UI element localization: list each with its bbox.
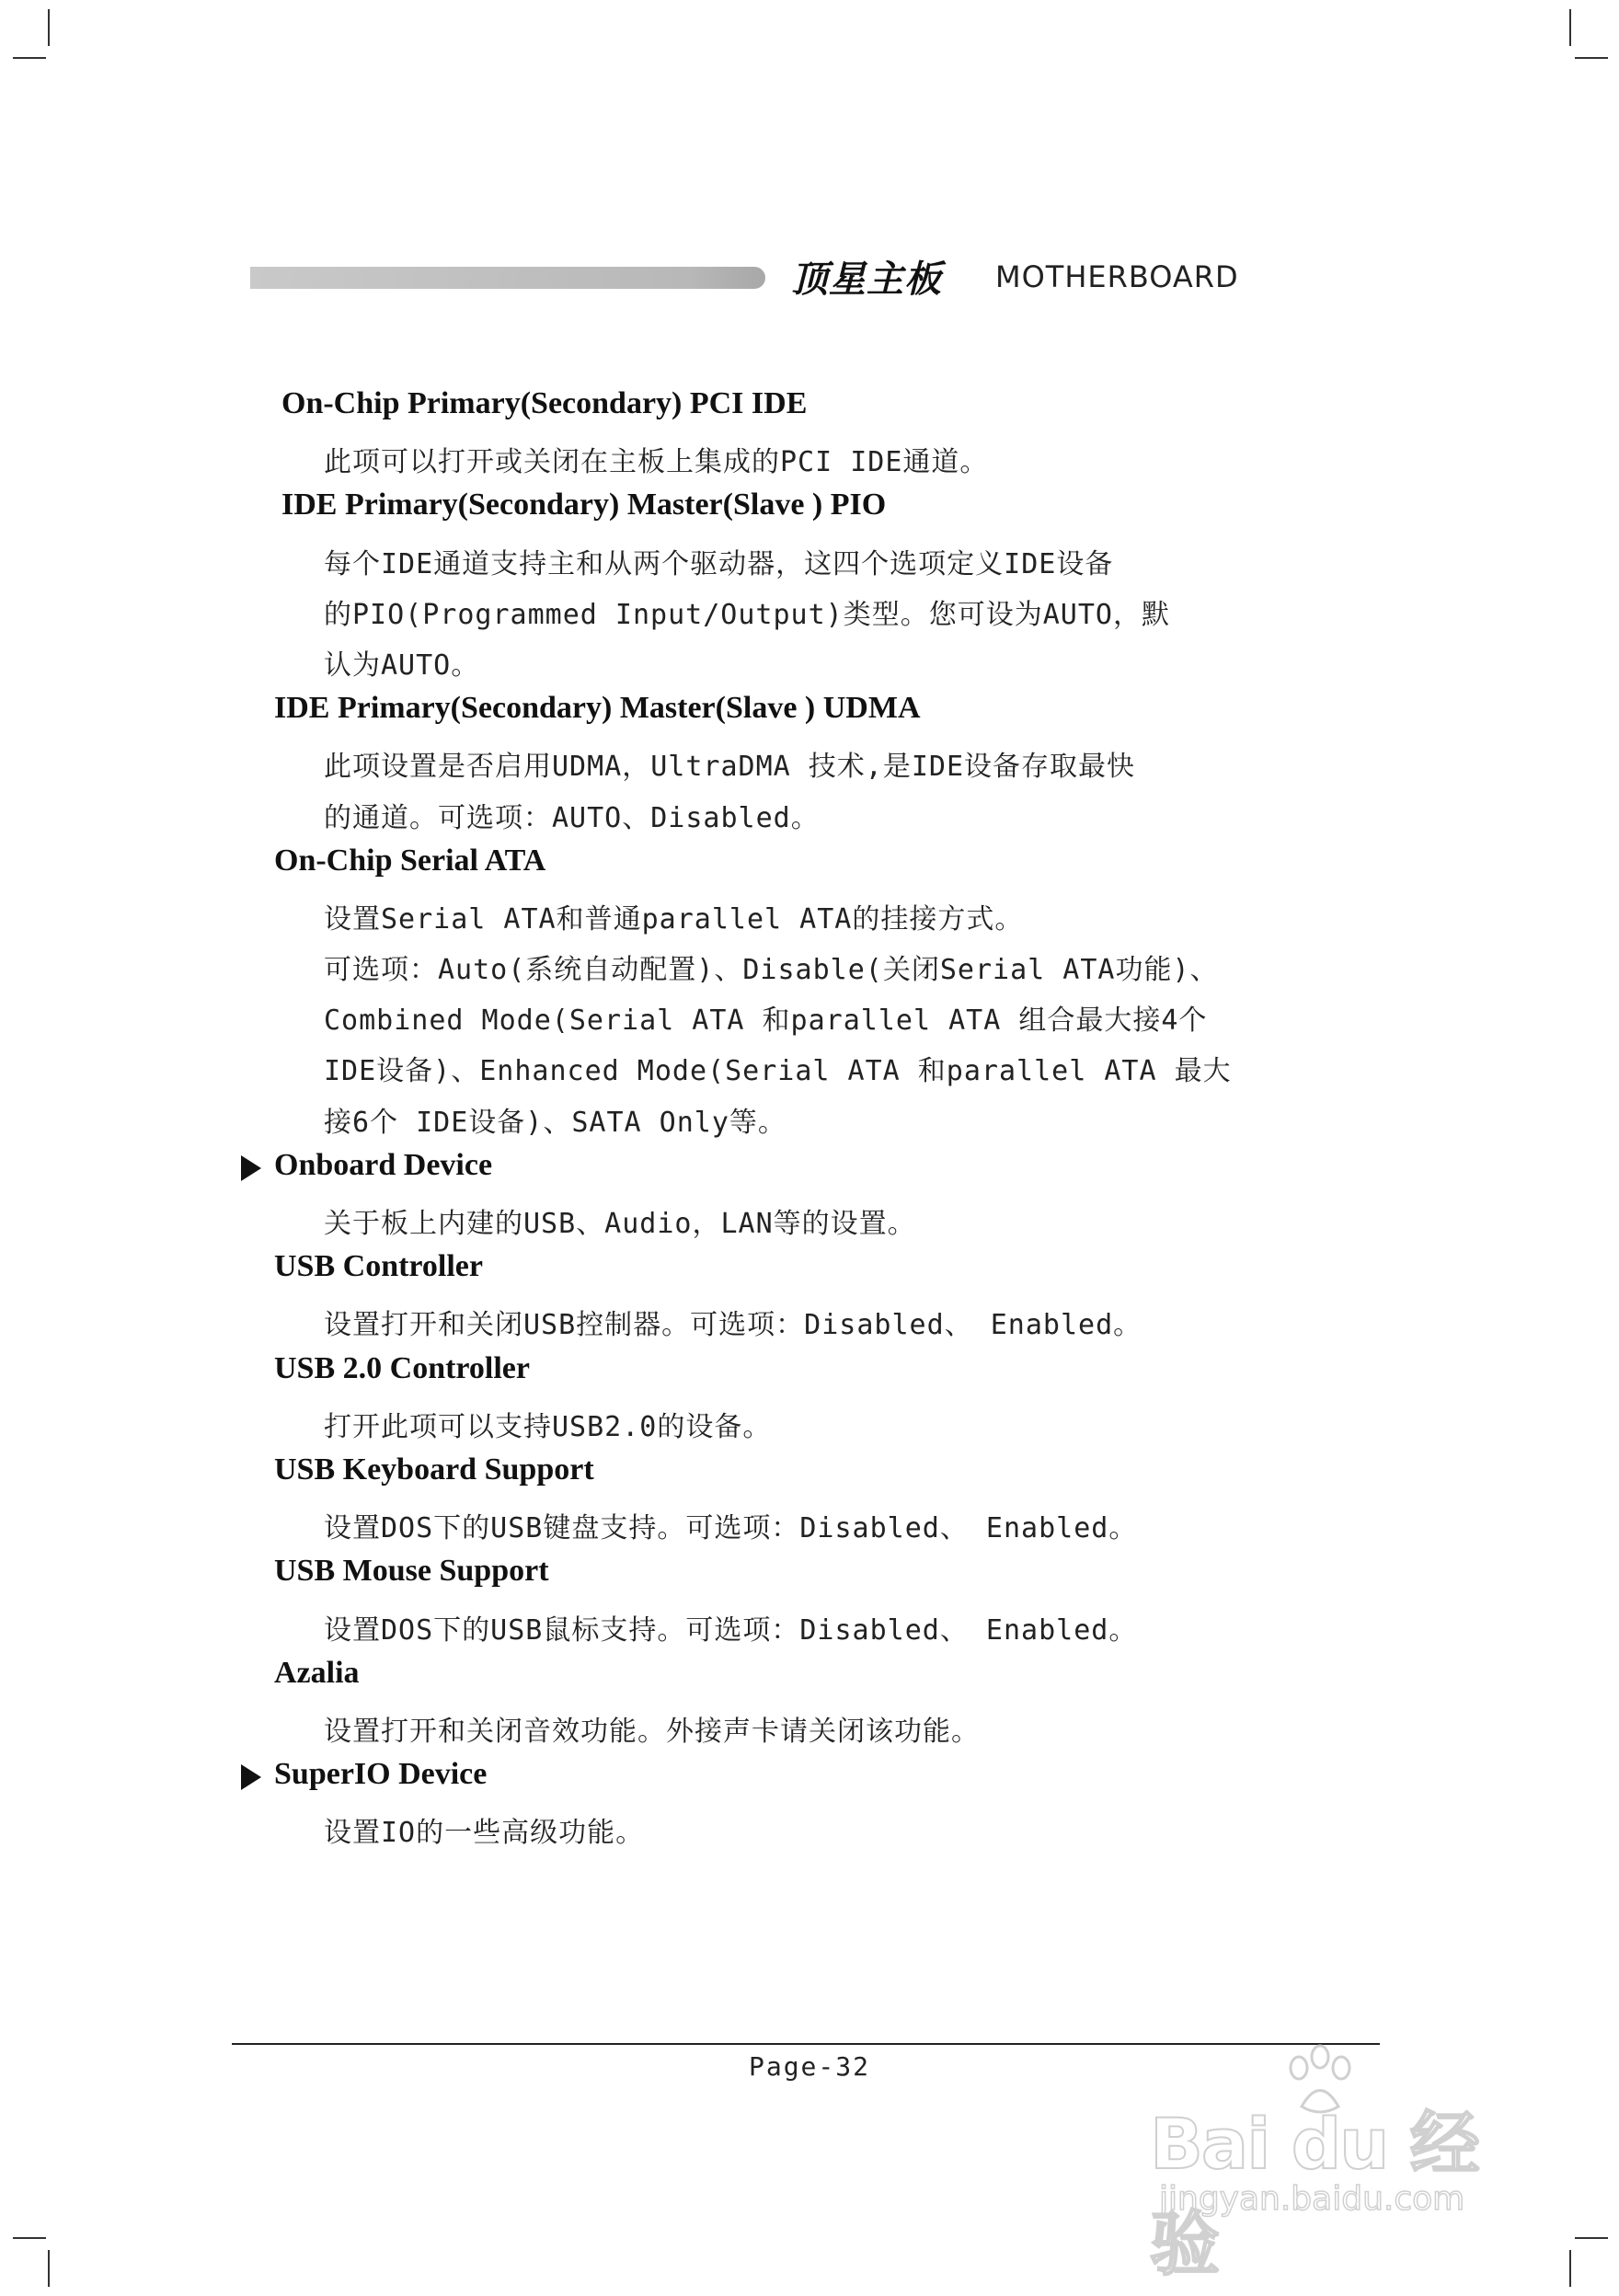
watermark-url: jingyan.baidu.com bbox=[1159, 2180, 1465, 2218]
crop-mark-top-left-h bbox=[13, 57, 46, 59]
description-row bbox=[0, 1395, 1619, 1445]
section-description: 此项设置是否启用UDMA，UltraDMA 技术,是IDE设备存取最快 bbox=[324, 751, 1136, 784]
section-heading-row bbox=[0, 1750, 1619, 1800]
description-row bbox=[0, 532, 1619, 582]
section-description: 设置打开和关闭USB控制器。可选项：Disabled、 Enabled。 bbox=[324, 1309, 1142, 1342]
section-heading-row bbox=[0, 379, 1619, 430]
triangle-bullet-icon bbox=[241, 1155, 261, 1181]
description-row bbox=[0, 1191, 1619, 1242]
section-description: 关于板上内建的USB、Audio，LAN等的设置。 bbox=[324, 1208, 916, 1240]
section-heading-row bbox=[0, 1546, 1619, 1597]
document-body bbox=[0, 379, 1619, 1851]
description-row bbox=[0, 887, 1619, 937]
section-description: 打开此项可以支持USB2.0的设备。 bbox=[324, 1410, 772, 1443]
section-description: 认为AUTO。 bbox=[324, 649, 480, 682]
crop-mark-top-left-v bbox=[48, 9, 50, 46]
section-heading-row bbox=[0, 1344, 1619, 1395]
section-heading-row bbox=[0, 836, 1619, 887]
crop-mark-top-right-v bbox=[1569, 9, 1571, 46]
section-heading: SuperIO Device bbox=[274, 1757, 488, 1792]
description-row bbox=[0, 430, 1619, 480]
description-row bbox=[0, 1090, 1619, 1141]
section-description: 设置Serial ATA和普通parallel ATA的挂接方式。 bbox=[324, 902, 1024, 936]
section-description: 每个IDE通道支持主和从两个驱动器，这四个选项定义IDE设备 bbox=[324, 547, 1114, 580]
description-row bbox=[0, 734, 1619, 785]
section-description: Combined Mode(Serial ATA 和parallel ATA 组合最大接4个 bbox=[324, 1004, 1208, 1038]
section-description: 设置IO的一些高级功能。 bbox=[324, 1817, 645, 1850]
section-heading-row bbox=[0, 1242, 1619, 1292]
description-row bbox=[0, 937, 1619, 988]
description-row bbox=[0, 1800, 1619, 1851]
section-heading-row bbox=[0, 1445, 1619, 1496]
baidu-watermark bbox=[1150, 2051, 1536, 2285]
section-description: 可选项：Auto(系统自动配置)、Disable(关闭Serial ATA功能)、 bbox=[324, 954, 1219, 987]
section-heading: Azalia bbox=[274, 1655, 360, 1690]
section-heading: USB Controller bbox=[274, 1249, 483, 1284]
page-number: Page-32 bbox=[748, 2051, 870, 2082]
description-row bbox=[0, 786, 1619, 836]
description-row bbox=[0, 1598, 1619, 1648]
section-description: 设置打开和关闭音效功能。外接声卡请关闭该功能。 bbox=[324, 1715, 980, 1748]
crop-mark-top-right-h bbox=[1575, 57, 1608, 59]
section-heading: On-Chip Primary(Secondary) PCI IDE bbox=[281, 386, 808, 420]
crop-mark-bottom-left-v bbox=[48, 2250, 50, 2287]
section-description: 此项可以打开或关闭在主板上集成的PCI IDE通道。 bbox=[324, 446, 989, 479]
header-bar bbox=[250, 267, 765, 289]
watermark-logo: Bai du 经验 bbox=[1150, 2103, 1478, 2285]
footer-divider bbox=[232, 2043, 1380, 2045]
section-description: 设置DOS下的USB鼠标支持。可选项：Disabled、 Enabled。 bbox=[324, 1613, 1138, 1647]
section-heading-row bbox=[0, 683, 1619, 734]
description-row bbox=[0, 1496, 1619, 1546]
section-heading: IDE Primary(Secondary) Master(Slave ) PIO bbox=[281, 488, 887, 522]
section-heading: IDE Primary(Secondary) Master(Slave ) UDMA bbox=[274, 691, 921, 726]
brand-title-cn: 顶星主板 bbox=[791, 258, 942, 301]
section-heading: Onboard Device bbox=[274, 1147, 493, 1182]
section-heading: USB Mouse Support bbox=[274, 1554, 549, 1589]
description-row bbox=[0, 582, 1619, 633]
description-row bbox=[0, 1292, 1619, 1343]
section-heading-row bbox=[0, 1141, 1619, 1191]
crop-mark-bottom-left-h bbox=[13, 2237, 46, 2239]
section-description: 设置DOS下的USB键盘支持。可选项：Disabled、 Enabled。 bbox=[324, 1512, 1138, 1545]
description-row bbox=[0, 1699, 1619, 1750]
brand-title-en: MOTHERBOARD bbox=[995, 259, 1239, 294]
section-heading-row bbox=[0, 480, 1619, 531]
crop-mark-bottom-right-v bbox=[1569, 2250, 1571, 2287]
description-row bbox=[0, 1039, 1619, 1089]
section-description: IDE设备)、Enhanced Mode(Serial ATA 和parallel ATA 最大 bbox=[324, 1055, 1232, 1088]
section-description: 的PIO(Programmed Input/Output)类型。您可设为AUTO，默 bbox=[324, 598, 1170, 631]
section-description: 的通道。可选项：AUTO、Disabled。 bbox=[324, 801, 820, 834]
section-heading: USB Keyboard Support bbox=[274, 1452, 594, 1487]
section-heading: On-Chip Serial ATA bbox=[274, 843, 546, 878]
description-row bbox=[0, 633, 1619, 683]
description-row bbox=[0, 988, 1619, 1039]
section-heading-row bbox=[0, 1648, 1619, 1699]
triangle-bullet-icon bbox=[241, 1764, 261, 1790]
section-description: 接6个 IDE设备)、SATA Only等。 bbox=[324, 1106, 787, 1139]
section-heading: USB 2.0 Controller bbox=[274, 1350, 530, 1385]
crop-mark-bottom-right-h bbox=[1575, 2237, 1608, 2239]
